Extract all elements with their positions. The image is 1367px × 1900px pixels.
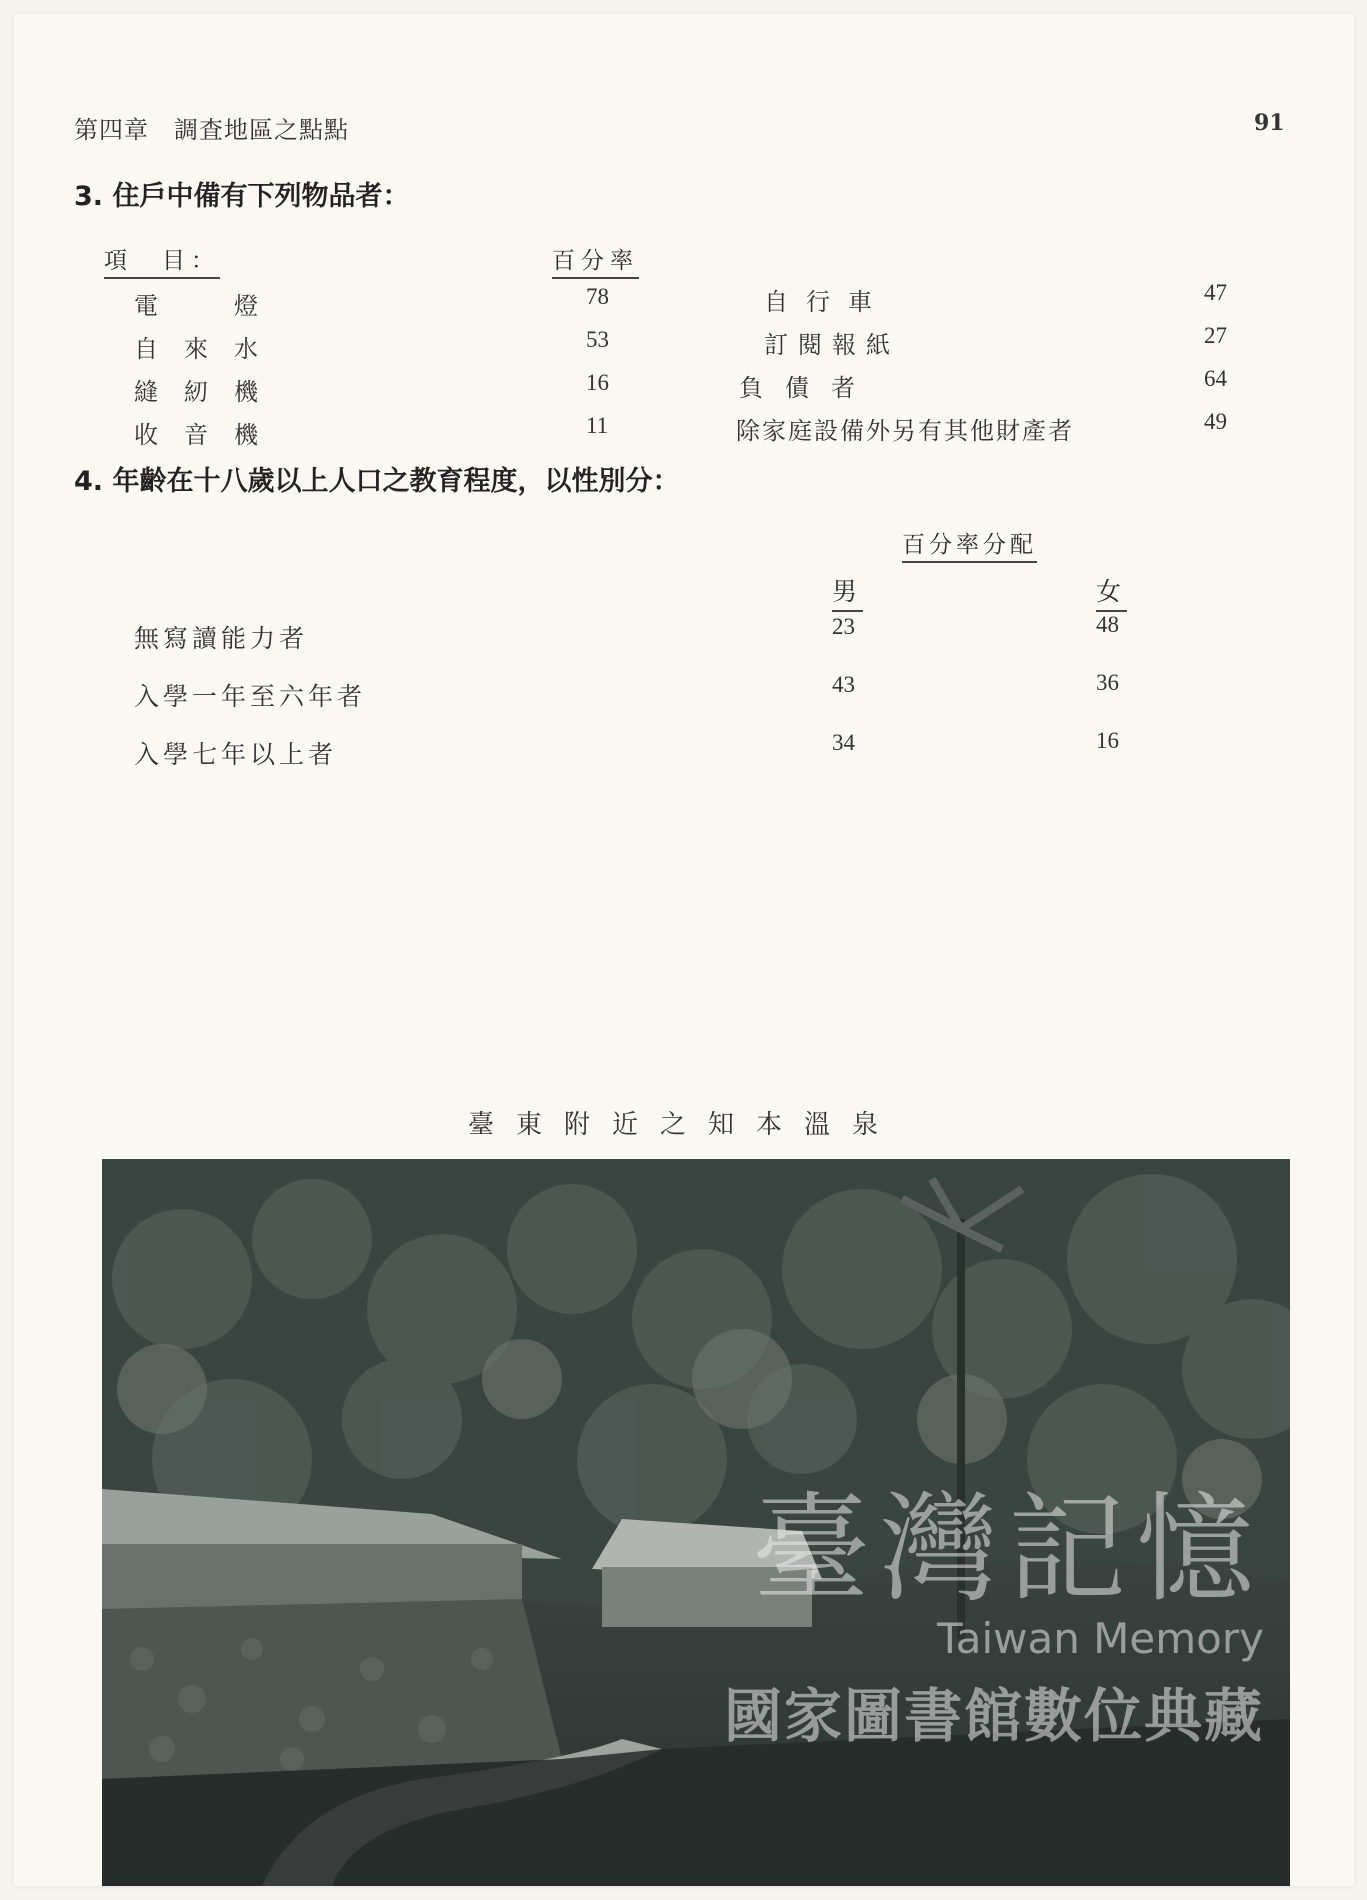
male-column-header: 男 (832, 572, 863, 612)
education-male-value: 34 (832, 730, 855, 755)
right-item-value: 49 (1204, 409, 1227, 434)
left-item-value: 11 (586, 413, 609, 438)
right-item-label: 自行車 (764, 288, 890, 316)
education-row-label: 入學一年至六年者 (134, 682, 367, 711)
distribution-header: 百分率分配 (902, 526, 1037, 563)
document-page (14, 14, 1354, 1886)
education-row-label: 無寫讀能力者 (134, 624, 309, 653)
left-item-value: 78 (586, 284, 609, 309)
percent-column-header: 百分率 (552, 242, 639, 279)
section-4-title: 4. 年齡在十八歲以上人口之教育程度，以性別分： (74, 466, 680, 497)
right-item-value: 27 (1204, 323, 1227, 348)
education-female-value: 48 (1096, 612, 1119, 637)
left-item-label: 自來水 (134, 335, 284, 363)
left-item-label: 收音機 (134, 421, 284, 449)
education-row-label: 入學七年以上者 (134, 740, 338, 769)
education-female-value: 36 (1096, 670, 1119, 695)
education-female-value: 16 (1096, 728, 1119, 753)
right-item-label: 訂閱報紙 (764, 331, 900, 359)
right-item-label: 負債者 (739, 374, 877, 402)
left-item-value: 16 (586, 370, 609, 395)
watermark-chinese: 臺灣記憶 (751, 1480, 1264, 1618)
section-3-title: 3. 住戶中備有下列物品者： (74, 181, 410, 212)
right-item-value: 47 (1204, 280, 1227, 305)
right-item-label: 除家庭設備外另有其他財產者 (736, 417, 1074, 445)
left-item-label: 縫紉機 (134, 378, 284, 406)
watermark-english: Taiwan Memory (937, 1614, 1264, 1663)
education-male-value: 43 (832, 672, 855, 697)
left-item-value: 53 (586, 327, 609, 352)
left-item-label: 電 燈 (134, 292, 284, 320)
running-header: 第四章 調査地區之點點 (74, 116, 349, 144)
page-number: 91 (1254, 110, 1285, 136)
photo-caption: 臺東附近之知本溫泉 (467, 1110, 900, 1140)
right-item-value: 64 (1204, 366, 1227, 391)
items-column-header: 項 目： (104, 242, 220, 279)
watermark-library: 國家圖書館數位典藏 (723, 1682, 1264, 1750)
education-male-value: 23 (832, 614, 855, 639)
female-column-header: 女 (1096, 572, 1127, 612)
